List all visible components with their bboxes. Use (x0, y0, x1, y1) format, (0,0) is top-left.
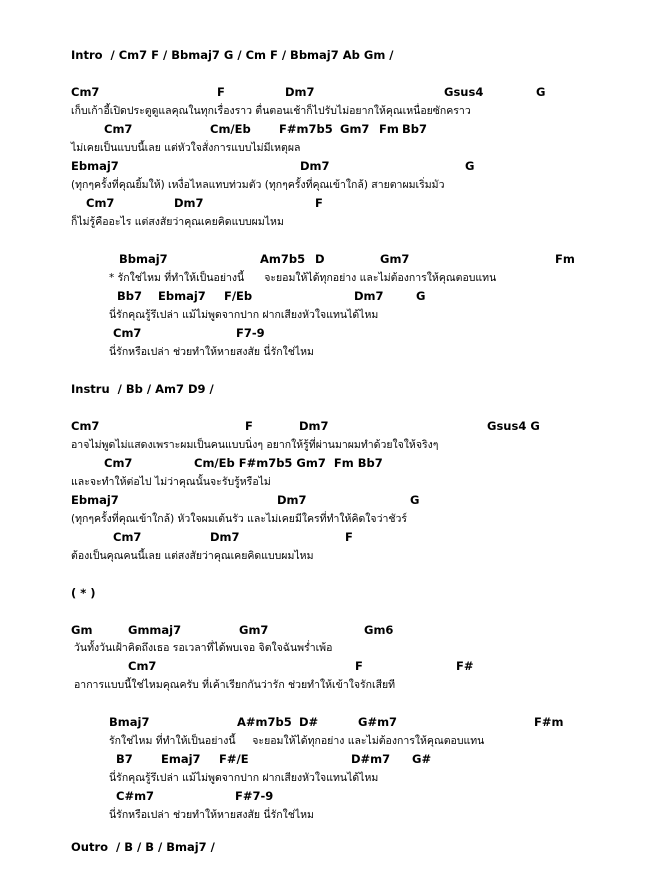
lyric-text: นี่รักคุณรู้รึเปล่า แม้ไม่พูดจากปาก ฝากเสียงหัวใจแทนได้ไหม (109, 309, 379, 321)
chord: Cm7 (113, 530, 142, 544)
lyric-text: วันทั้งวันเฝ้าคิดถึงเธอ รอเวลาที่ได้พบเจอ จิตใจฉันพร่ำเพ้อ (74, 642, 333, 654)
chorus1-chord-line-2 (0, 288, 666, 306)
chord: D#m7 (351, 752, 391, 766)
chorus2-chord-line-2 (0, 751, 666, 769)
chord: F#/E (219, 752, 249, 766)
instru-progression: Instru / Bb / Am7 D9 / (71, 382, 214, 396)
bridge-chord-line-2 (0, 658, 666, 676)
chord: Dm7 (354, 289, 384, 303)
chord: F (315, 196, 323, 210)
chord: Cm7 (86, 196, 115, 210)
chord: F (345, 530, 353, 544)
chord: Gm (71, 623, 93, 637)
verse2-lyric-line-3 (0, 511, 666, 529)
chord: Dm7 (210, 530, 240, 544)
chord: A#m7b5 (237, 715, 292, 729)
verse1-chord-line-2 (0, 121, 666, 139)
chord: F#m (534, 715, 564, 729)
chord: Bmaj7 (109, 715, 150, 729)
chord: F#m7b5 (279, 122, 333, 136)
chord: Cm/Eb F#m7b5 Gm7 Fm Bb7 (194, 456, 383, 470)
outro-progression: Outro / B / B / Bmaj7 / (71, 840, 215, 854)
bridge-lyric-line-1 (0, 640, 666, 658)
verse2-chord-line-1 (0, 418, 666, 436)
lyric-text: ก็ไม่รู้คืออะไร แต่สงสัยว่าคุณเคยคิดแบบผมไหม (71, 216, 284, 228)
verse2-chord-line-2 (0, 455, 666, 473)
chord: Bbmaj7 (119, 252, 168, 266)
lyric-text: * รักใช่ไหม ที่ทำให้เป็นอย่างนี้ จะยอมให้ได้ทุกอย่าง และไม่ต้องการให้คุณตอบแทน (109, 272, 497, 284)
chorus2-lyric-line-3 (0, 807, 666, 825)
verse2-lyric-line-4 (0, 548, 666, 566)
lyric-text: นี่รักหรือเปล่า ช่วยทำให้หายสงสัย นี่รักใช่ไหม (109, 346, 314, 358)
chord: Ebmaj7 (71, 493, 119, 507)
chord: Gmmaj7 (128, 623, 182, 637)
chorus2-chord-line-1 (0, 714, 666, 732)
verse2-chord-line-3 (0, 492, 666, 510)
lyric-text: ต้องเป็นคุณคนนี้เลย แต่สงสัยว่าคุณเคยคิดแบบผมไหม (71, 550, 314, 562)
chord: B7 (116, 752, 133, 766)
chord: C#m7 (116, 789, 155, 803)
chord: Ebmaj7 (158, 289, 206, 303)
verse1-lyric-line-2 (0, 140, 666, 158)
lyric-text: ไม่เคยเป็นแบบนี้เลย แต่หัวใจสั่งการแบบไม่มีเหตุผล (71, 142, 301, 154)
lyric-text: เก็บเก้าอี้เปิดประตูดูแลคุณในทุกเรื่องราว ตื่นตอนเช้าก็ไปรับไม่อยากให้คุณเหนื่อยซักคราว (71, 105, 471, 117)
verse1-chord-line-1 (0, 84, 666, 102)
chorus2-lyric-line-1 (0, 733, 666, 751)
chorus1-lyric-line-2 (0, 307, 666, 325)
chord: G (536, 85, 546, 99)
lyric-text: อาจไม่พูดไม่แสดงเพราะผมเป็นคนแบบนิ่งๆ อยากให้รู้ที่ผ่านมาผมทำด้วยใจให้จริงๆ (71, 439, 439, 451)
chorus1-chord-line-1 (0, 251, 666, 269)
intro-progression: Intro / Cm7 F / Bbmaj7 G / Cm F / Bbmaj7 Ab Gm / (71, 48, 394, 62)
chord: Bb7 (402, 122, 427, 136)
chord: F (245, 419, 253, 433)
chord: F#7-9 (235, 789, 274, 803)
outro-line (0, 839, 666, 857)
lyric-text: อาการแบบนี้ใช่ไหมคุณครับ ที่เค้าเรียกกันว่ารัก ช่วยทำให้เข้าใจรักเสียที (74, 679, 396, 691)
verse1-chord-line-3 (0, 158, 666, 176)
instru-line (0, 381, 666, 399)
verse2-lyric-line-2 (0, 474, 666, 492)
chord: Fm (555, 252, 575, 266)
chord: Cm7 (71, 85, 100, 99)
verse1-lyric-line-1 (0, 103, 666, 121)
chorus1-chord-line-3 (0, 325, 666, 343)
lyric-text: นี่รักคุณรู้รึเปล่า แม้ไม่พูดจากปาก ฝากเสียงหัวใจแทนได้ไหม (109, 772, 379, 784)
chord: G# (412, 752, 432, 766)
verse2-chord-line-4 (0, 529, 666, 547)
verse1-chord-line-4 (0, 195, 666, 213)
chord: F/Eb (224, 289, 253, 303)
chorus1-lyric-line-1 (0, 270, 666, 288)
chord: Dm7 (299, 419, 329, 433)
chord: F (355, 659, 363, 673)
verse1-lyric-line-4 (0, 214, 666, 232)
chord: G (465, 159, 475, 173)
chord: Cm7 (104, 122, 133, 136)
chord: F (217, 85, 225, 99)
chord: Cm7 (104, 456, 133, 470)
chord: Cm7 (71, 419, 100, 433)
chorus2-chord-line-3 (0, 788, 666, 806)
lyric-text: และจะทำให้ต่อไป ไม่ว่าคุณนั้นจะรับรู้หรือไม่ (71, 476, 271, 488)
chord: Gm7 (239, 623, 269, 637)
chord: G (410, 493, 420, 507)
chord: Cm/Eb (210, 122, 251, 136)
chord: Dm7 (285, 85, 315, 99)
chorus1-lyric-line-3 (0, 344, 666, 362)
chord: Gsus4 (444, 85, 484, 99)
chord: Gsus4 G (487, 419, 540, 433)
chord: Ebmaj7 (71, 159, 119, 173)
chord: Dm7 (277, 493, 307, 507)
lyric-text: (ทุกๆครั้งที่คุณยิ้มให้) เหงื่อไหลแทบท่วมตัว (ทุกๆครั้งที่คุณเข้าใกล้) สายตาผมเริ่มมัว (71, 179, 445, 191)
chord: G (416, 289, 426, 303)
chorus2-lyric-line-2 (0, 770, 666, 788)
lyric-text: (ทุกๆครั้งที่คุณเข้าใกล้) หัวใจผมเต้นรัว และไม่เคยมีใครที่ทำให้คิดใจว่าชัวร์ (71, 513, 408, 525)
chord: Fm (379, 122, 399, 136)
chord: Gm7 (380, 252, 410, 266)
chord: F7-9 (236, 326, 265, 340)
chord: Gm6 (364, 623, 394, 637)
intro-line (0, 47, 666, 65)
chord: Cm7 (113, 326, 142, 340)
verse1-lyric-line-3 (0, 177, 666, 195)
bridge-chord-line-1 (0, 622, 666, 640)
chord: Bb7 (117, 289, 142, 303)
chord: Cm7 (128, 659, 157, 673)
chord: Dm7 (300, 159, 330, 173)
bridge-lyric-line-2 (0, 677, 666, 695)
chord: Dm7 (174, 196, 204, 210)
verse2-lyric-line-1 (0, 437, 666, 455)
repeat-marker-line (0, 585, 666, 603)
chord: F# (456, 659, 474, 673)
chord: Gm7 (340, 122, 370, 136)
lyric-text: รักใช่ไหม ที่ทำให้เป็นอย่างนี้ จะยอมให้ได้ทุกอย่าง และไม่ต้องการให้คุณตอบแทน (109, 735, 485, 747)
lyric-text: นี่รักหรือเปล่า ช่วยทำให้หายสงสัย นี่รักใช่ไหม (109, 809, 314, 821)
chord: G#m7 (358, 715, 398, 729)
chord: D# (299, 715, 319, 729)
repeat-marker: ( * ) (71, 586, 96, 600)
chord: D (315, 252, 325, 266)
chord: Emaj7 (161, 752, 201, 766)
chord: Am7b5 (260, 252, 306, 266)
